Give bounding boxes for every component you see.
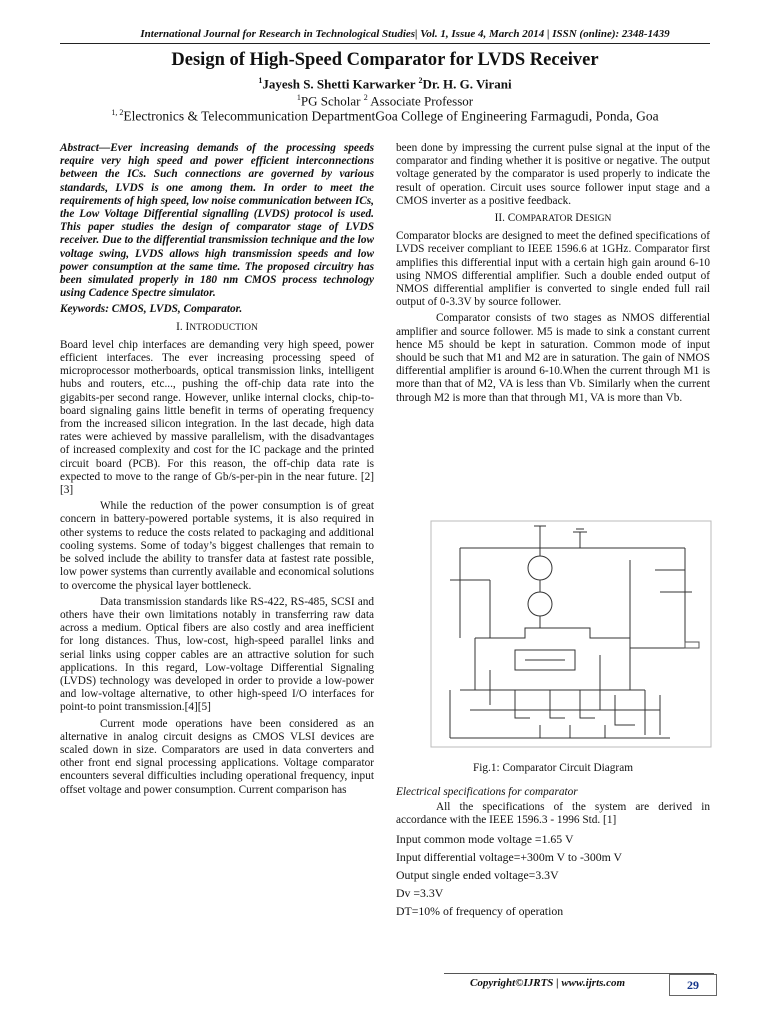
paragraph: Comparator consists of two stages as NMOS differential amplifier and source follower. M5 is made to sink a constant current hence M5 should be kept in saturation. Common mode of input should be such that M1 and M2 are in saturation. The gain of NMOS differential amplifier is around 6-10.When the current through M1 is more than that of M2, VA is less than Vb. Similarly when the current through M2 is more than that through M1, VA is more than Vb. [396, 312, 710, 404]
abstract: Abstract—Ever increasing demands of the processing speeds require very high speed and power efficient interconnections between the ICs. Such connections are governed by various standards, LVDS is one among them. In order to meet the requirements of high speed, low noise communication between ICs, the Low Voltage Differential signalling (LVDS) protocol is used. This paper studies the design of comparator stage of LVDS receiver. Due to the differential transmission technique and the low voltage swing, LVDS allows high transmission speeds and low power consumption at the same time. The proposed circuitry has been simulated properly in 180 nm CMOS process technology using Cadence Spectre simulator. [60, 142, 374, 300]
author-1: Jayesh S. Shetti Karwarker [262, 76, 419, 92]
spec-item: DT=10% of frequency of operation [396, 904, 564, 919]
electrical-specifications [396, 782, 710, 924]
section-heading-introduction: I. INTRODUCTION [176, 320, 258, 333]
author-2: Dr. H. G. Virani [422, 76, 512, 92]
paragraph: Current mode operations have been considered as an alternative in analog circuit designs as CMOS VLSI devices are scaled down in size. Comparators are used in data converters and other front end signal processing applications. Voltage comparator encounters several difficulties including operational frequency, input offset voltage and power consumption. Current comparison has [60, 717, 374, 796]
paper-title: Design of High-Speed Comparator for LVDS Receiver [171, 50, 599, 70]
affiliation: $^{1, 2}$Electronics & Telecommunication DepartmentGoa College of Engineering Farmagudi, Ponda, Goa [111, 108, 659, 124]
left-column [60, 142, 374, 800]
paragraph: been done by impressing the current pulse signal at the input of the comparator and finding whether it is positive or negative. The output voltage generated by the comparator is used properly to indicate the result of operation. Circuit uses source follower input stage and a CMOS inverter as a positive feedback. [396, 142, 710, 207]
spec-item: Dv =3.3V [396, 886, 444, 901]
right-column [396, 142, 710, 408]
spec-item: Input common mode voltage =1.65 V [396, 831, 574, 846]
spec-item: Output single ended voltage=3.3V [396, 868, 559, 883]
paragraph: Board level chip interfaces are demanding very high speed, power efficient interfaces. The ever increasing processing speed of microprocessor motherboards, optical transmission links, intelligent hubs and routers, etc..., pushing the off-chip data rate into the gigabits-per second range. However, unlike internal clocks, chip-to-board signaling gains little benefit in terms of operating frequency from the increased silicon integration. In the last decade, high data rates were achieved by massive parallelism, with the disadvantages of increased complexity and cost for the IC package and the printed circuit board (PCB). For this reason, the off-chip data rate is expected to move to the range of Gb/s-per-pin in the near future. [2] [3] [60, 338, 374, 497]
spec-heading: Electrical specifications for comparator [396, 786, 578, 798]
paragraph: While the reduction of the power consumption is of great concern in battery-powered portable systems, it is also required in other systems to reduce the costs related to packaging and additional cooling systems. Some of today’s biggest challenges that remain to be solved include the ability to transfer data at fastest rate possible, low power systems than currently available and economical solutions to overcome the physical layer bottleneck. [60, 500, 374, 592]
spec-item: Input differential voltage=+300m V to -300m V [396, 849, 623, 864]
paragraph: Data transmission standards like RS-422, RS-485, SCSI and others have their own limitations notably in transferring raw data across a medium. Optical fibers are also costly and area inefficient for long distances. Thus, low-cost, high-speed parallel links and serial links using copper cables are an attractive solution for such applications. In this regard, Low-voltage Differential Signaling (LVDS) technology was developed in order to provide a low-power and low-voltage alternative, to other high-speed I/O interfaces for point-to point transmission.[4][5] [60, 595, 374, 714]
comparator-circuit-diagram [430, 520, 712, 748]
keywords: Keywords: CMOS, LVDS, Comparator. [60, 303, 243, 316]
figure-caption: Fig.1: Comparator Circuit Diagram [472, 762, 633, 774]
author-roles: $^1$PG Scholar $^2$ Associate Professor [296, 93, 474, 109]
paragraph: Comparator blocks are designed to meet the defined specifications of LVDS receiver compliant to IEEE 1596.6 at 1GHz. Comparator first amplifies this differential input with a certain high gain around 6-10 using NMOS differential amplifier. Such a double ended output of NMOS differential amplifier is converted to single ended full rail output of 0-3.3V by source follower. [396, 230, 710, 309]
journal-header: International Journal for Research in Technological Studies| Vol. 1, Issue 4, March 2014 | ISSN (online): 2348-1439 [140, 28, 670, 40]
authors: $^1$Jayesh S. Shetti Karwarker $^2$Dr. H. G. Virani [258, 76, 512, 92]
spec-intro: All the specifications of the system are derived in accordance with the IEEE 1596.3 - 1996 Std. [1] [396, 801, 710, 827]
copyright: Copyright©IJRTS | www.ijrts.com [470, 977, 626, 989]
section-heading-comparator-design: II. COMPARATOR DESIGN [494, 212, 612, 225]
header-divider [60, 43, 710, 44]
page-number: 29 [669, 974, 717, 996]
